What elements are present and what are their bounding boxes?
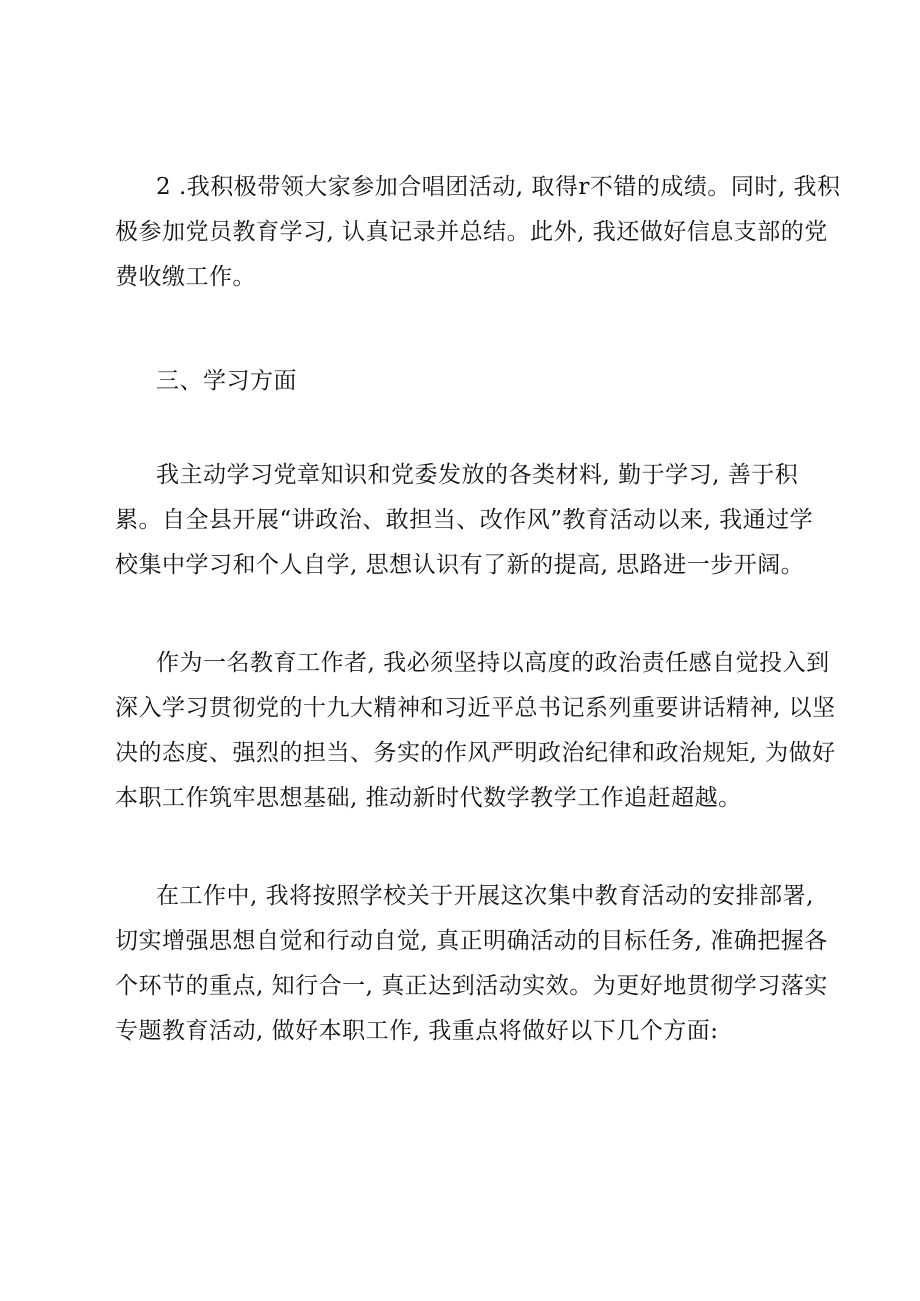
text-line: 极参加党员教育学习, 认真记录并总结。此外, 我还做好信息支部的党 (115, 219, 828, 245)
text-line: 累。自全县开展“讲政治、敢担当、改作风”教育活动以来, 我通过学 (115, 507, 814, 533)
text-line: 切实增强思想自觉和行动自觉, 真正明确活动的目标任务, 准确把握各 (115, 928, 828, 954)
text-line: 费收缴工作。 (115, 264, 256, 290)
text-line: 深入学习贯彻党的十九大精神和习近平总书记系列重要讲话精神, 以坚 (115, 695, 836, 721)
text-line: 本职工作筑牢思想基础, 推动新时代数学教学工作追赶超越。 (115, 785, 742, 811)
text-line: 校集中学习和个人自学, 思想认识有了新的提高, 思路进一步开阔。 (115, 552, 805, 578)
paragraph-work-plan (115, 874, 828, 1054)
text-line: 我主动学习党章知识和党委发放的各类材料, 勤于学习, 善于积 (156, 462, 799, 488)
paragraph-educator-duty (115, 641, 836, 821)
text-line: 专题教育活动, 做好本职工作, 我重点将做好以下几个方面: (115, 1018, 719, 1044)
section-heading-study (115, 359, 815, 404)
text-line: 个环节的重点, 知行合一, 真正达到活动实效。为更好地贯彻学习落实 (115, 973, 828, 999)
text-line: 作为一名教育工作者, 我必须坚持以高度的政治责任感自觉投入到 (156, 650, 830, 676)
text-line: 在工作中, 我将按照学校关于开展这次集中教育活动的安排部署, (156, 883, 814, 909)
text-line: 2 .我积极带领大家参加合唱团活动, 取得r不错的成绩。同时, 我积 (156, 174, 841, 200)
paragraph-choir-activity (115, 165, 841, 300)
heading-text: 三、学习方面 (156, 368, 297, 394)
paragraph-study-materials (115, 453, 815, 588)
text-line: 决的态度、强烈的担当、务实的作风严明政治纪律和政治规矩, 为做好 (115, 740, 836, 766)
